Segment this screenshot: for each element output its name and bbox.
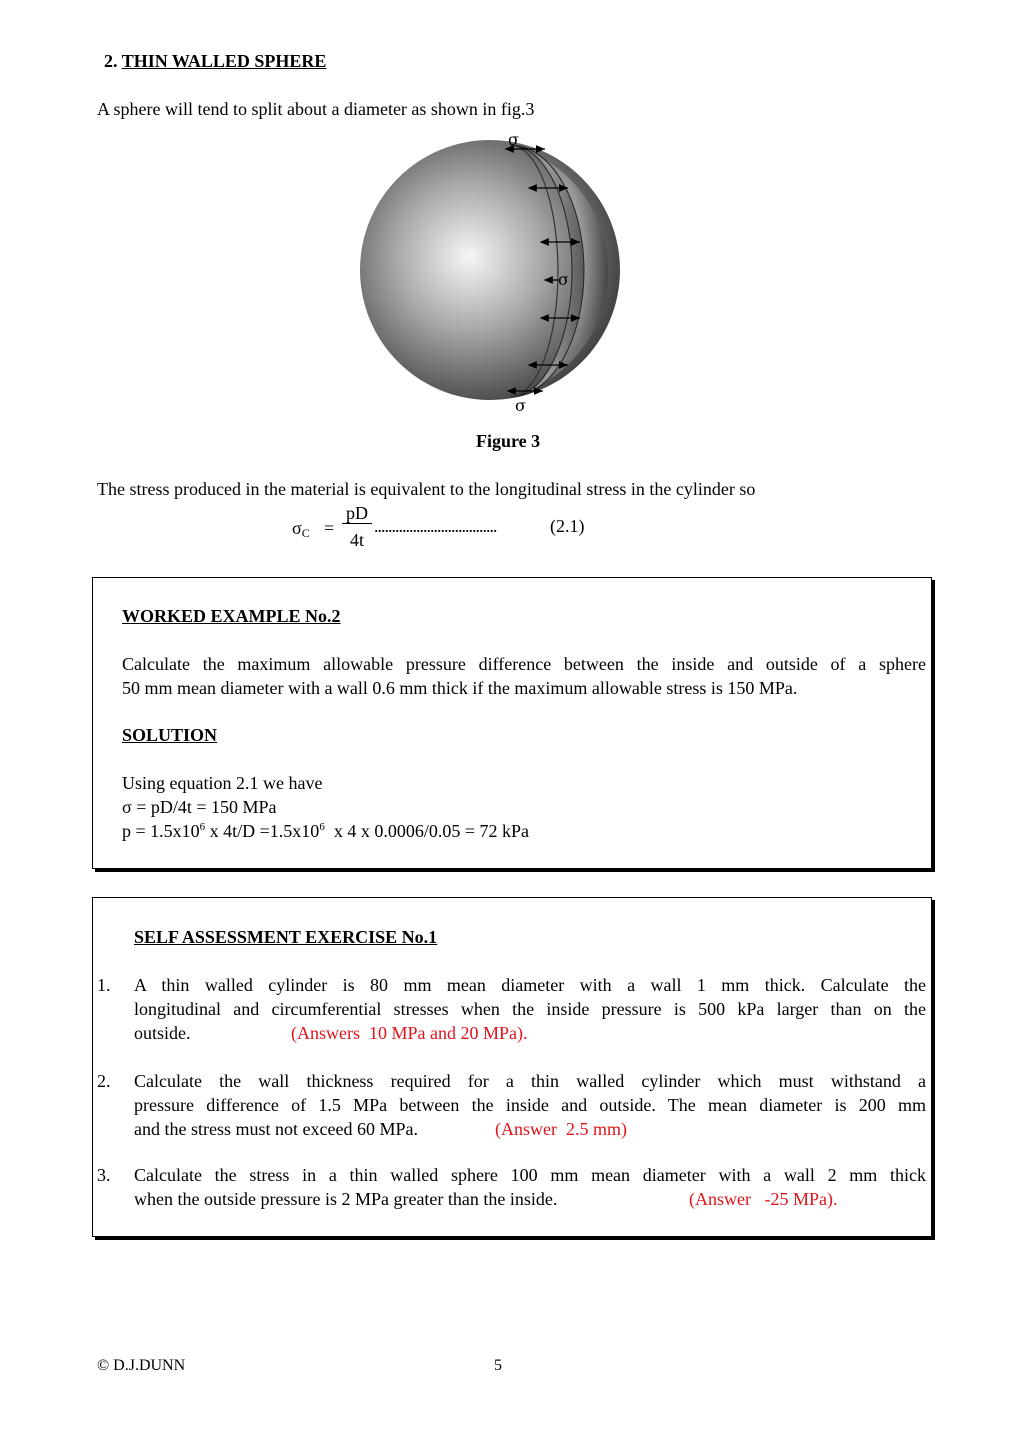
exercise-number: 2. [97, 1071, 111, 1091]
footer-author: © D.J.DUNN [97, 1357, 186, 1374]
section-title: THIN WALLED SPHERE [121, 51, 327, 71]
exercise-1-line3: outside. [134, 1023, 191, 1043]
sigma-label-bottom: σ [515, 396, 526, 415]
worked-example-title: WORKED EXAMPLE No.2 [122, 606, 341, 626]
section-heading [104, 50, 326, 73]
equation-equals: = [324, 518, 335, 538]
exercise-2-line2: pressure difference of 1.5 MPa between the inside and outside. The mean diameter is 200 mm [134, 1095, 926, 1115]
solution-heading: SOLUTION [122, 725, 218, 745]
stress-text: The stress produced in the material is equivalent to the longitudinal stress in the cylinder so [97, 479, 756, 499]
equation-lhs: $\sigma_C$ [292, 518, 310, 540]
exercise-3-line1: Calculate the stress in a thin walled sphere 100 mm mean diameter with a wall 2 mm thick [134, 1165, 926, 1185]
equation-denominator: 4t [349, 530, 364, 550]
solution-line2: σ = pD/4t = 150 MPa [122, 797, 277, 817]
sphere-figure [340, 125, 680, 420]
exercise-number: 1. [97, 975, 111, 995]
solution-line1: Using equation 2.1 we have [122, 773, 323, 793]
section-number: 2. [104, 51, 118, 71]
sigma-label-middle: σ [558, 270, 569, 289]
worked-example-box [92, 577, 932, 869]
exercise-2-line3: and the stress must not exceed 60 MPa. [134, 1119, 418, 1139]
exercise-2-line1: Calculate the wall thickness required for a thin walled cylinder which must withstand a [134, 1071, 926, 1091]
equation-numerator: pD [342, 503, 372, 524]
page-number: 5 [494, 1357, 502, 1374]
exercise-3-line2: when the outside pressure is 2 MPa greater than the inside. [134, 1189, 558, 1209]
exercise-number: 3. [97, 1165, 111, 1185]
equation-ref: (2.1) [550, 516, 585, 536]
self-assessment-title: SELF ASSESSMENT EXERCISE No.1 [134, 927, 438, 947]
sigma-label-top: σ [508, 130, 519, 149]
worked-example-question-line2: 50 mm mean diameter with a wall 0.6 mm thick if the maximum allowable stress is 150 MPa. [122, 678, 798, 698]
exercise-1-answer: (Answers 10 MPa and 20 MPa). [291, 1023, 528, 1043]
exercise-1-line2: longitudinal and circumferential stresses when the inside pressure is 500 kPa larger than on the [134, 999, 926, 1019]
exercise-1-line1: A thin walled cylinder is 80 mm mean diameter with a wall 1 mm thick. Calculate the [134, 975, 926, 995]
solution-line3: $p = 1.5x10^6$ x $4t/D =1.5x10^6$ x 4 x 0.0006/0.05 = 72 kPa [122, 821, 529, 841]
worked-example-question-line1: Calculate the maximum allowable pressure difference between the inside and outside of a sphere [122, 654, 926, 674]
figure-caption: Figure 3 [476, 431, 541, 451]
intro-text: A sphere will tend to split about a diameter as shown in fig.3 [97, 99, 535, 119]
equation-2-1 [292, 503, 612, 553]
exercise-2-answer: (Answer 2.5 mm) [495, 1119, 627, 1139]
exercise-3-answer: (Answer -25 MPa). [689, 1189, 838, 1209]
equation-leader: ................................... [374, 516, 497, 536]
